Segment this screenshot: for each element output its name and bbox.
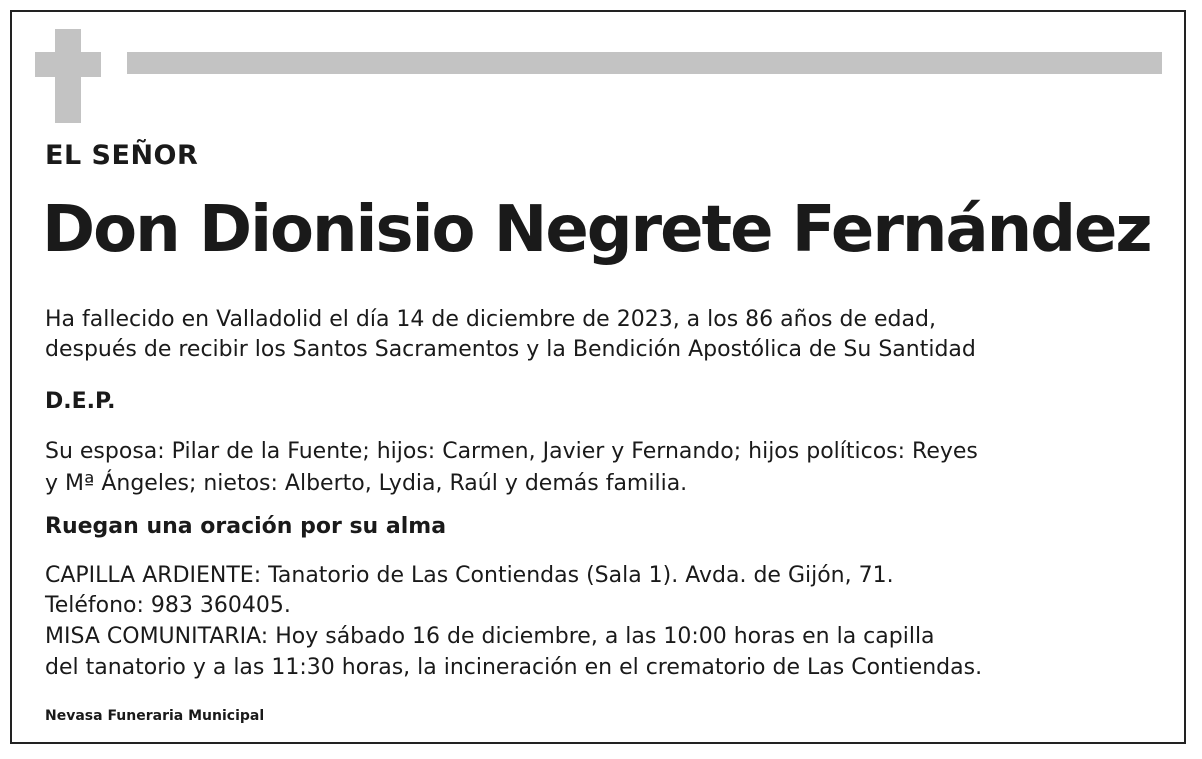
details-line: Teléfono: 983 360405.: [45, 593, 291, 618]
header-rule: [127, 52, 1162, 74]
details-line: del tanatorio y a las 11:30 horas, la incineración en el crematorio de Las Contiendas.: [45, 655, 983, 680]
prayer-request: Ruegan una oración por su alma: [45, 514, 447, 539]
family-line: y Mª Ángeles; nietos: Alberto, Lydia, Raúl y demás familia.: [45, 471, 688, 496]
details-line: CAPILLA ARDIENTE: Tanatorio de Las Contiendas (Sala 1). Avda. de Gijón, 71.: [45, 563, 894, 588]
details-line: MISA COMUNITARIA: Hoy sábado 16 de diciembre, a las 10:00 horas en la capilla: [45, 624, 935, 649]
deceased-name: Don Dionisio Negrete Fernández: [42, 193, 1151, 267]
funeral-home-credit: Nevasa Funeraria Municipal: [45, 708, 265, 724]
announcement-line: Ha fallecido en Valladolid el día 14 de diciembre de 2023, a los 86 años de edad,: [45, 307, 936, 332]
family-line: Su esposa: Pilar de la Fuente; hijos: Carmen, Javier y Fernando; hijos políticos: Reyes: [45, 439, 978, 464]
announcement-line: después de recibir los Santos Sacramentos y la Bendición Apostólica de Su Santidad: [45, 337, 976, 362]
dep-label: D.E.P.: [45, 389, 116, 414]
honorific-heading: EL SEÑOR: [45, 140, 199, 171]
cross-horizontal-bar: [35, 52, 101, 77]
